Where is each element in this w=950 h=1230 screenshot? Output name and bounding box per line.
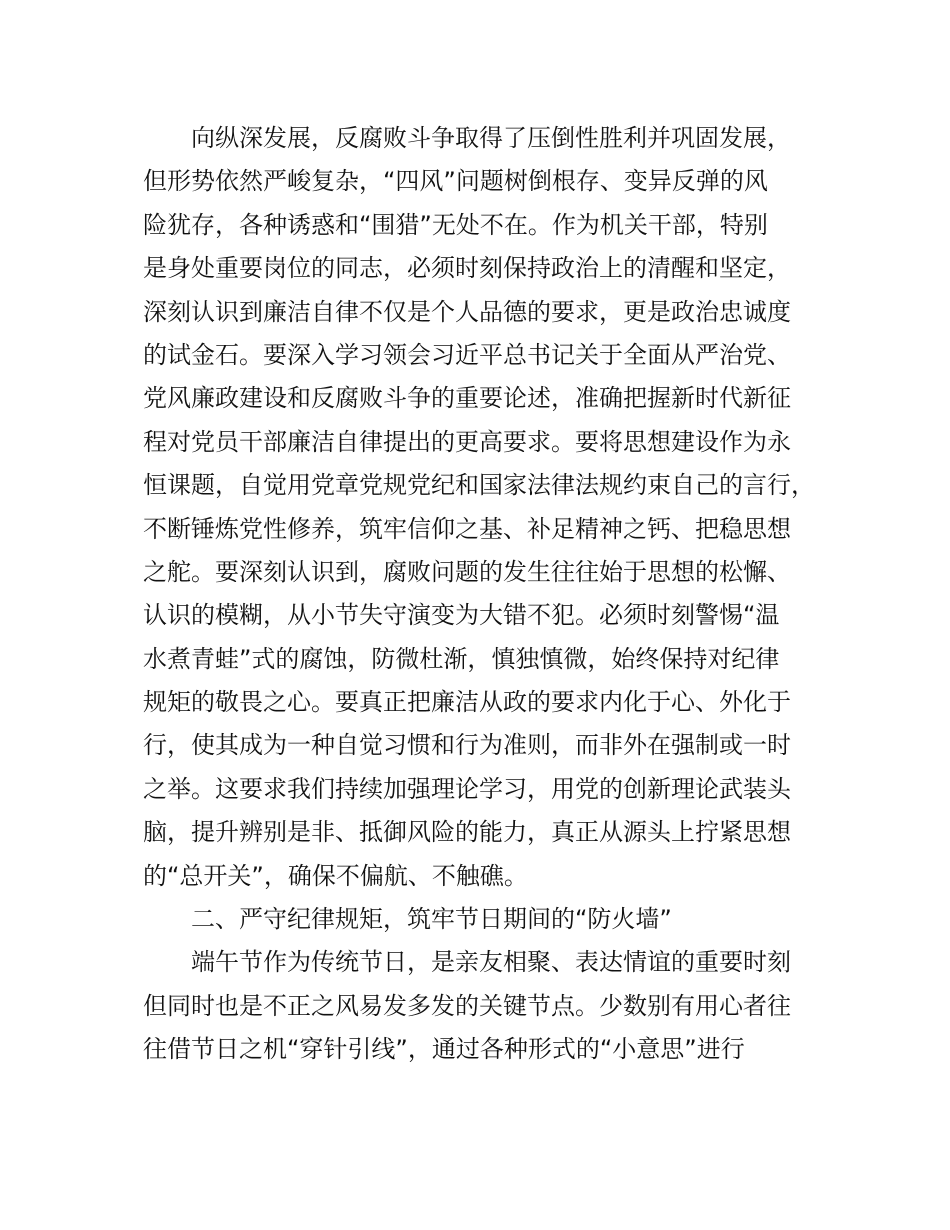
- paragraph-line: 深刻认识到廉洁自律不仅是个人品德的要求，更是政治忠诚度: [143, 297, 791, 326]
- paragraph-line: 但形势依然严峻复杂，“四风”问题树倒根存、变异反弹的风: [143, 167, 768, 196]
- paragraph-line: 党风廉政建设和反腐败斗争的重要论述，准确把握新时代新征: [143, 384, 791, 413]
- paragraph-line: 规矩的敬畏之心。要真正把廉洁从政的要求内化于心、外化于: [143, 688, 791, 717]
- paragraph-line: 程对党员干部廉洁自律提出的更高要求。要将思想建设作为永: [143, 427, 791, 456]
- section-heading: 二、严守纪律规矩，筑牢节日期间的“防火墙”: [191, 905, 672, 934]
- paragraph-line: 行，使其成为一种自觉习惯和行为准则，而非外在强制或一时: [143, 731, 791, 760]
- paragraph-line: 脑，提升辨别是非、抵御风险的能力，真正从源头上拧紧思想: [143, 818, 791, 847]
- paragraph-line: 向纵深发展，反腐败斗争取得了压倒性胜利并巩固发展，: [191, 124, 791, 152]
- paragraph-line: 端午节作为传统节日，是亲友相聚、表达情谊的重要时刻: [191, 948, 791, 977]
- paragraph-line: 是身处重要岗位的同志，必须时刻保持政治上的清醒和坚定，: [143, 254, 791, 283]
- paragraph-line: 之举。这要求我们持续加强理论学习，用党的创新理论武装头: [143, 774, 791, 803]
- document-body: [143, 117, 863, 1072]
- paragraph-line: 水煮青蛙”式的腐蚀，防微杜渐，慎独慎微，始终保持对纪律: [143, 644, 780, 673]
- paragraph-line: 之舵。要深刻认识到，腐败问题的发生往往始于思想的松懈、: [143, 557, 791, 586]
- paragraph-line: 的试金石。要深入学习领会习近平总书记关于全面从严治党、: [143, 340, 791, 369]
- paragraph-line: 险犹存，各种诱惑和“围猎”无处不在。作为机关干部，特别: [143, 210, 768, 239]
- paragraph-line: 但同时也是不正之风易发多发的关键节点。少数别有用心者往: [143, 991, 791, 1020]
- paragraph-line: 的“总开关”，确保不偏航、不触礁。: [143, 861, 528, 890]
- paragraph-line: 往借节日之机“穿针引线”，通过各种形式的“小意思”进行: [143, 1035, 745, 1064]
- paragraph-line: 恒课题，自觉用党章党规党纪和国家法律法规约束自己的言行，: [143, 471, 815, 500]
- paragraph-line: 不断锤炼党性修养，筑牢信仰之基、补足精神之钙、把稳思想: [143, 514, 791, 543]
- paragraph-line: 认识的模糊，从小节失守演变为大错不犯。必须时刻警惕“温: [143, 601, 780, 630]
